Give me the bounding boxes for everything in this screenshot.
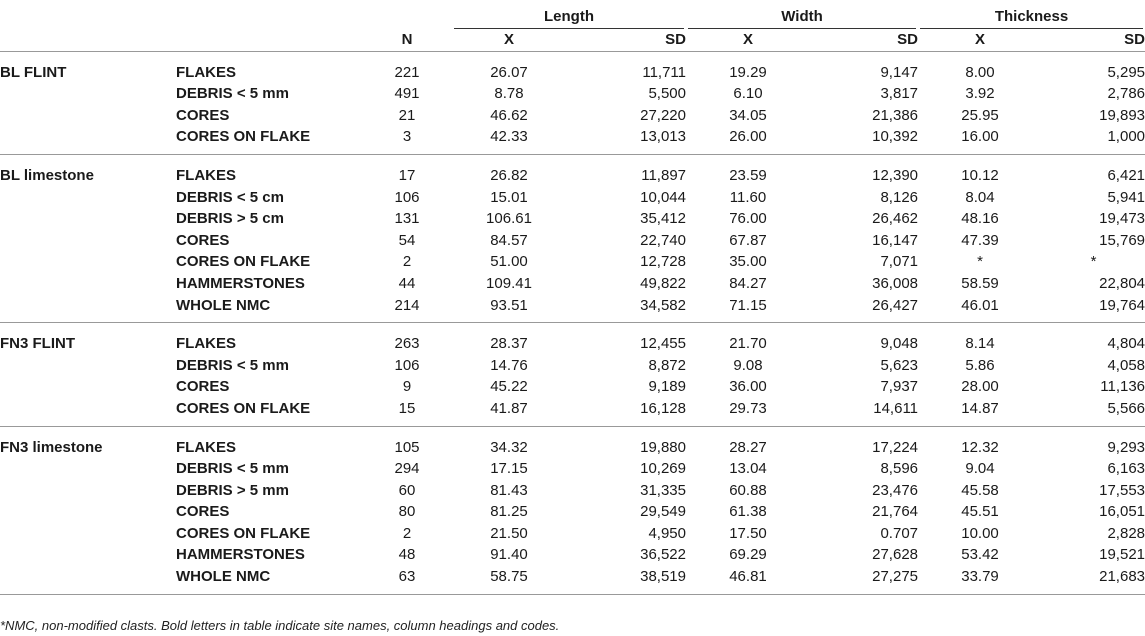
thickness-sd-cell: 17,553 xyxy=(1099,481,1145,499)
width-header-label: Width xyxy=(688,0,916,29)
thickness-x-cell: 10.12 xyxy=(961,166,999,184)
width-x-cell: 36.00 xyxy=(729,378,767,396)
width-sd-cell: 0.707 xyxy=(880,524,919,542)
n-cell: 214 xyxy=(394,296,420,314)
site-name-cell xyxy=(0,480,176,502)
width-sd-cell: 7,071 xyxy=(880,253,919,271)
length-sd-cell: 8,872 xyxy=(648,356,686,374)
thickness-x-cell: 47.39 xyxy=(961,231,999,249)
length-x-cell: 84.57 xyxy=(490,231,528,249)
thickness-header-label: Thickness xyxy=(920,0,1143,29)
blank-header xyxy=(176,0,362,29)
length-x-cell: 26.07 xyxy=(490,63,528,81)
width-sd-cell: 10,392 xyxy=(872,128,919,146)
table-row xyxy=(0,501,1145,523)
code-cell: CORES ON FLAKE xyxy=(176,128,311,146)
n-cell: 131 xyxy=(394,210,420,228)
table-row xyxy=(0,480,1145,502)
code-cell: DEBRIS < 5 mm xyxy=(176,356,289,374)
table-row xyxy=(0,208,1145,230)
thickness-sd-cell: 6,163 xyxy=(1107,460,1145,478)
length-sd-cell: 31,335 xyxy=(640,481,686,499)
length-x-cell: 106.61 xyxy=(486,210,532,228)
thickness-x-cell: 9.04 xyxy=(965,460,995,478)
n-cell: 2 xyxy=(402,253,412,271)
width-sd-cell: 3,817 xyxy=(880,85,919,103)
length-sd-cell: 36,522 xyxy=(640,546,686,564)
width-sd-cell: 9,147 xyxy=(880,63,919,81)
width-x-cell: 9.08 xyxy=(733,356,763,374)
width-sd-cell: 16,147 xyxy=(872,231,919,249)
thickness-x-cell: 25.95 xyxy=(961,106,999,124)
width-x-cell: 34.05 xyxy=(729,106,767,124)
table-row xyxy=(0,566,1145,594)
n-cell: 106 xyxy=(394,356,420,374)
width-sd-cell: 21,764 xyxy=(872,503,919,521)
thickness-header xyxy=(918,0,1145,29)
thickness-x-cell: * xyxy=(977,253,983,271)
thickness-x-cell: 8.00 xyxy=(965,63,995,81)
site-name-cell xyxy=(0,376,176,398)
length-x-cell: 21.50 xyxy=(490,524,528,542)
n-cell: 9 xyxy=(402,378,412,396)
code-cell: CORES ON FLAKE xyxy=(176,399,311,417)
length-x-header: X xyxy=(503,31,514,48)
length-sd-cell: 27,220 xyxy=(640,106,686,124)
table-row xyxy=(0,251,1145,273)
width-x-cell: 13.04 xyxy=(729,460,767,478)
table-section xyxy=(0,51,1145,154)
width-sd-cell: 5,623 xyxy=(880,356,919,374)
length-sd-cell: 49,822 xyxy=(640,274,686,292)
table-row xyxy=(0,273,1145,295)
thickness-sd-cell: 5,566 xyxy=(1107,399,1145,417)
length-header-label: Length xyxy=(454,0,684,29)
table-section xyxy=(0,426,1145,594)
length-sd-cell: 12,728 xyxy=(640,253,686,271)
length-x-cell: 46.62 xyxy=(490,106,528,124)
width-x-cell: 21.70 xyxy=(729,335,767,353)
thickness-x-cell: 5.86 xyxy=(965,356,995,374)
length-x-cell: 14.76 xyxy=(490,356,528,374)
n-cell: 221 xyxy=(394,63,420,81)
length-sd-cell: 4,950 xyxy=(648,524,686,542)
width-x-cell: 29.73 xyxy=(729,399,767,417)
table-row xyxy=(0,154,1145,186)
thickness-sd-cell: 5,941 xyxy=(1107,188,1145,206)
length-sd-cell: 29,549 xyxy=(640,503,686,521)
table-row xyxy=(0,51,1145,83)
group-header-row xyxy=(0,0,1145,29)
width-x-cell: 26.00 xyxy=(729,128,767,146)
thickness-x-cell: 3.92 xyxy=(965,85,995,103)
n-cell: 54 xyxy=(398,231,416,249)
width-sd-cell: 14,611 xyxy=(873,399,919,417)
thickness-sd-header: SD xyxy=(1124,31,1145,48)
code-cell: FLAKES xyxy=(176,63,236,81)
length-x-cell: 93.51 xyxy=(490,296,528,314)
site-name-cell xyxy=(0,523,176,545)
site-name-cell xyxy=(0,230,176,252)
length-x-cell: 81.43 xyxy=(490,481,528,499)
width-sd-cell: 27,628 xyxy=(872,546,919,564)
code-cell: DEBRIS > 5 cm xyxy=(176,210,284,228)
thickness-sd-cell: * xyxy=(1090,253,1097,271)
thickness-x-cell: 46.01 xyxy=(961,296,999,314)
thickness-sd-cell: 4,058 xyxy=(1107,356,1145,374)
n-cell: 106 xyxy=(394,188,420,206)
length-x-cell: 28.37 xyxy=(490,335,528,353)
width-sd-cell: 26,427 xyxy=(872,296,919,314)
site-name-cell xyxy=(0,208,176,230)
table-row xyxy=(0,323,1145,355)
code-cell: DEBRIS < 5 mm xyxy=(176,85,289,103)
site-name-cell xyxy=(0,251,176,273)
length-x-cell: 109.41 xyxy=(486,274,532,292)
site-name-cell xyxy=(0,501,176,523)
width-sd-cell: 8,126 xyxy=(880,188,919,206)
site-name-cell xyxy=(0,105,176,127)
width-sd-cell: 17,224 xyxy=(872,438,919,456)
length-sd-cell: 10,269 xyxy=(640,460,686,478)
thickness-x-cell: 28.00 xyxy=(961,378,999,396)
thickness-x-cell: 33.79 xyxy=(961,568,999,586)
table-row xyxy=(0,355,1145,377)
width-x-cell: 28.27 xyxy=(729,438,767,456)
table-section xyxy=(0,323,1145,426)
length-x-cell: 26.82 xyxy=(490,166,528,184)
length-x-cell: 15.01 xyxy=(490,188,528,206)
code-cell: HAMMERSTONES xyxy=(176,546,305,564)
length-x-cell: 34.32 xyxy=(490,438,528,456)
site-name-cell xyxy=(0,566,176,594)
thickness-x-header: X xyxy=(975,31,986,48)
length-sd-cell: 11,711 xyxy=(642,63,686,81)
width-x-cell: 67.87 xyxy=(729,231,767,249)
length-x-cell: 45.22 xyxy=(490,378,528,396)
width-x-cell: 19.29 xyxy=(729,63,767,81)
n-cell: 3 xyxy=(402,128,412,146)
width-x-cell: 46.81 xyxy=(729,568,767,586)
thickness-x-cell: 14.87 xyxy=(961,399,999,417)
thickness-sd-cell: 19,521 xyxy=(1099,546,1145,564)
thickness-x-cell: 8.14 xyxy=(965,335,995,353)
site-name-cell xyxy=(0,458,176,480)
code-cell: DEBRIS < 5 mm xyxy=(176,460,289,478)
code-cell: CORES xyxy=(176,503,230,521)
thickness-x-cell: 16.00 xyxy=(961,128,999,146)
width-x-cell: 23.59 xyxy=(729,166,767,184)
n-cell: 2 xyxy=(402,524,412,542)
site-name-cell xyxy=(0,187,176,209)
width-x-cell: 71.15 xyxy=(729,296,767,314)
blank-header xyxy=(362,0,452,29)
table-row xyxy=(0,295,1145,323)
site-name-cell xyxy=(0,273,176,295)
blank-header xyxy=(0,0,176,29)
code-cell: CORES ON FLAKE xyxy=(176,253,311,271)
site-name-cell xyxy=(0,544,176,566)
width-sd-cell: 7,937 xyxy=(880,378,919,396)
code-cell: DEBRIS > 5 mm xyxy=(176,481,289,499)
site-name-cell: FN3 FLINT xyxy=(0,335,75,353)
table-row xyxy=(0,83,1145,105)
site-name-cell xyxy=(0,355,176,377)
table-row xyxy=(0,458,1145,480)
thickness-sd-cell: 19,473 xyxy=(1099,210,1145,228)
blank-header xyxy=(0,29,176,51)
code-cell: FLAKES xyxy=(176,335,236,353)
n-header: N xyxy=(401,31,413,48)
site-name-cell: BL FLINT xyxy=(0,63,67,81)
length-sd-cell: 22,740 xyxy=(640,231,686,249)
width-sd-cell: 12,390 xyxy=(872,166,919,184)
table-row xyxy=(0,105,1145,127)
thickness-sd-cell: 6,421 xyxy=(1107,166,1145,184)
thickness-sd-cell: 22,804 xyxy=(1099,274,1145,292)
code-cell: CORES xyxy=(176,378,230,396)
width-x-cell: 60.88 xyxy=(729,481,767,499)
n-cell: 44 xyxy=(398,274,416,292)
table-row xyxy=(0,376,1145,398)
length-sd-cell: 10,044 xyxy=(640,188,686,206)
thickness-sd-cell: 21,683 xyxy=(1099,568,1145,586)
table-row xyxy=(0,126,1145,154)
width-sd-cell: 8,596 xyxy=(880,460,919,478)
width-x-cell: 84.27 xyxy=(729,274,767,292)
length-sd-cell: 34,582 xyxy=(640,296,686,314)
code-cell: WHOLE NMC xyxy=(176,296,271,314)
width-sd-cell: 23,476 xyxy=(872,481,919,499)
width-x-cell: 11.60 xyxy=(729,188,767,206)
length-sd-header: SD xyxy=(665,31,686,48)
n-cell: 60 xyxy=(398,481,416,499)
thickness-x-cell: 45.51 xyxy=(961,503,999,521)
thickness-x-cell: 53.42 xyxy=(961,546,999,564)
code-cell: WHOLE NMC xyxy=(176,568,271,586)
thickness-sd-cell: 2,786 xyxy=(1107,85,1145,103)
thickness-sd-cell: 19,764 xyxy=(1099,296,1145,314)
thickness-x-cell: 12.32 xyxy=(961,438,999,456)
blank-header xyxy=(176,29,362,51)
width-x-header: X xyxy=(742,31,753,48)
site-name-cell xyxy=(0,295,176,323)
length-sd-cell: 11,897 xyxy=(641,166,686,184)
thickness-x-cell: 45.58 xyxy=(961,481,999,499)
thickness-sd-cell: 4,804 xyxy=(1107,335,1145,353)
thickness-x-cell: 58.59 xyxy=(961,274,999,292)
n-cell: 15 xyxy=(398,399,416,417)
width-sd-cell: 36,008 xyxy=(872,274,919,292)
code-cell: FLAKES xyxy=(176,438,236,456)
n-cell: 263 xyxy=(394,335,420,353)
thickness-sd-cell: 19,893 xyxy=(1099,106,1145,124)
site-name-cell xyxy=(0,398,176,426)
length-sd-cell: 16,128 xyxy=(640,399,686,417)
thickness-sd-cell: 16,051 xyxy=(1099,503,1145,521)
length-sd-cell: 9,189 xyxy=(648,378,686,396)
site-name-cell xyxy=(0,83,176,105)
width-sd-cell: 9,048 xyxy=(880,335,919,353)
sub-header-row xyxy=(0,29,1145,51)
width-x-cell: 69.29 xyxy=(729,546,767,564)
code-cell: HAMMERSTONES xyxy=(176,274,305,292)
table-footnote: *NMC, non-modified clasts. Bold letters in table indicate site names, column headings and codes. xyxy=(0,618,560,633)
table-row xyxy=(0,544,1145,566)
width-x-cell: 17.50 xyxy=(729,524,767,542)
thickness-x-cell: 10.00 xyxy=(961,524,999,542)
length-x-cell: 41.87 xyxy=(490,399,528,417)
n-cell: 63 xyxy=(398,568,416,586)
thickness-sd-cell: 5,295 xyxy=(1107,63,1145,81)
code-cell: DEBRIS < 5 cm xyxy=(176,188,284,206)
length-sd-cell: 13,013 xyxy=(640,128,686,146)
table-row xyxy=(0,230,1145,252)
thickness-sd-cell: 15,769 xyxy=(1099,231,1145,249)
n-cell: 48 xyxy=(398,546,416,564)
table-row xyxy=(0,523,1145,545)
length-x-cell: 58.75 xyxy=(490,568,528,586)
length-sd-cell: 38,519 xyxy=(640,568,686,586)
width-sd-cell: 26,462 xyxy=(872,210,919,228)
width-sd-cell: 27,275 xyxy=(872,568,919,586)
n-cell: 17 xyxy=(398,166,416,184)
table-row xyxy=(0,398,1145,426)
length-x-cell: 81.25 xyxy=(490,503,528,521)
thickness-x-cell: 8.04 xyxy=(965,188,995,206)
length-x-cell: 42.33 xyxy=(490,128,528,146)
n-cell: 105 xyxy=(394,438,420,456)
site-name-cell xyxy=(0,126,176,154)
site-name-cell: BL limestone xyxy=(0,166,94,184)
length-x-cell: 17.15 xyxy=(490,460,528,478)
width-x-cell: 76.00 xyxy=(729,210,767,228)
code-cell: CORES ON FLAKE xyxy=(176,524,311,542)
width-sd-header: SD xyxy=(897,31,919,48)
length-sd-cell: 12,455 xyxy=(640,335,686,353)
site-name-cell: FN3 limestone xyxy=(0,438,103,456)
width-header xyxy=(686,0,918,29)
n-cell: 80 xyxy=(398,503,416,521)
length-sd-cell: 35,412 xyxy=(640,210,686,228)
width-sd-cell: 21,386 xyxy=(872,106,919,124)
n-cell: 491 xyxy=(394,85,420,103)
length-x-cell: 91.40 xyxy=(490,546,528,564)
length-x-cell: 51.00 xyxy=(490,253,528,271)
code-cell: CORES xyxy=(176,231,230,249)
width-x-cell: 6.10 xyxy=(733,85,763,103)
table-header xyxy=(0,0,1145,51)
length-header xyxy=(452,0,686,29)
thickness-sd-cell: 2,828 xyxy=(1107,524,1145,542)
table-section xyxy=(0,154,1145,322)
width-x-cell: 35.00 xyxy=(729,253,767,271)
table-row xyxy=(0,187,1145,209)
length-x-cell: 8.78 xyxy=(494,85,524,103)
n-cell: 21 xyxy=(398,106,416,124)
table-row xyxy=(0,426,1145,458)
thickness-sd-cell: 11,136 xyxy=(1100,378,1145,396)
length-sd-cell: 5,500 xyxy=(648,85,686,103)
thickness-x-cell: 48.16 xyxy=(961,210,999,228)
code-cell: FLAKES xyxy=(176,166,236,184)
thickness-sd-cell: 1,000 xyxy=(1107,128,1145,146)
length-sd-cell: 19,880 xyxy=(640,438,686,456)
thickness-sd-cell: 9,293 xyxy=(1107,438,1145,456)
code-cell: CORES xyxy=(176,106,230,124)
width-x-cell: 61.38 xyxy=(729,503,767,521)
n-cell: 294 xyxy=(394,460,420,478)
